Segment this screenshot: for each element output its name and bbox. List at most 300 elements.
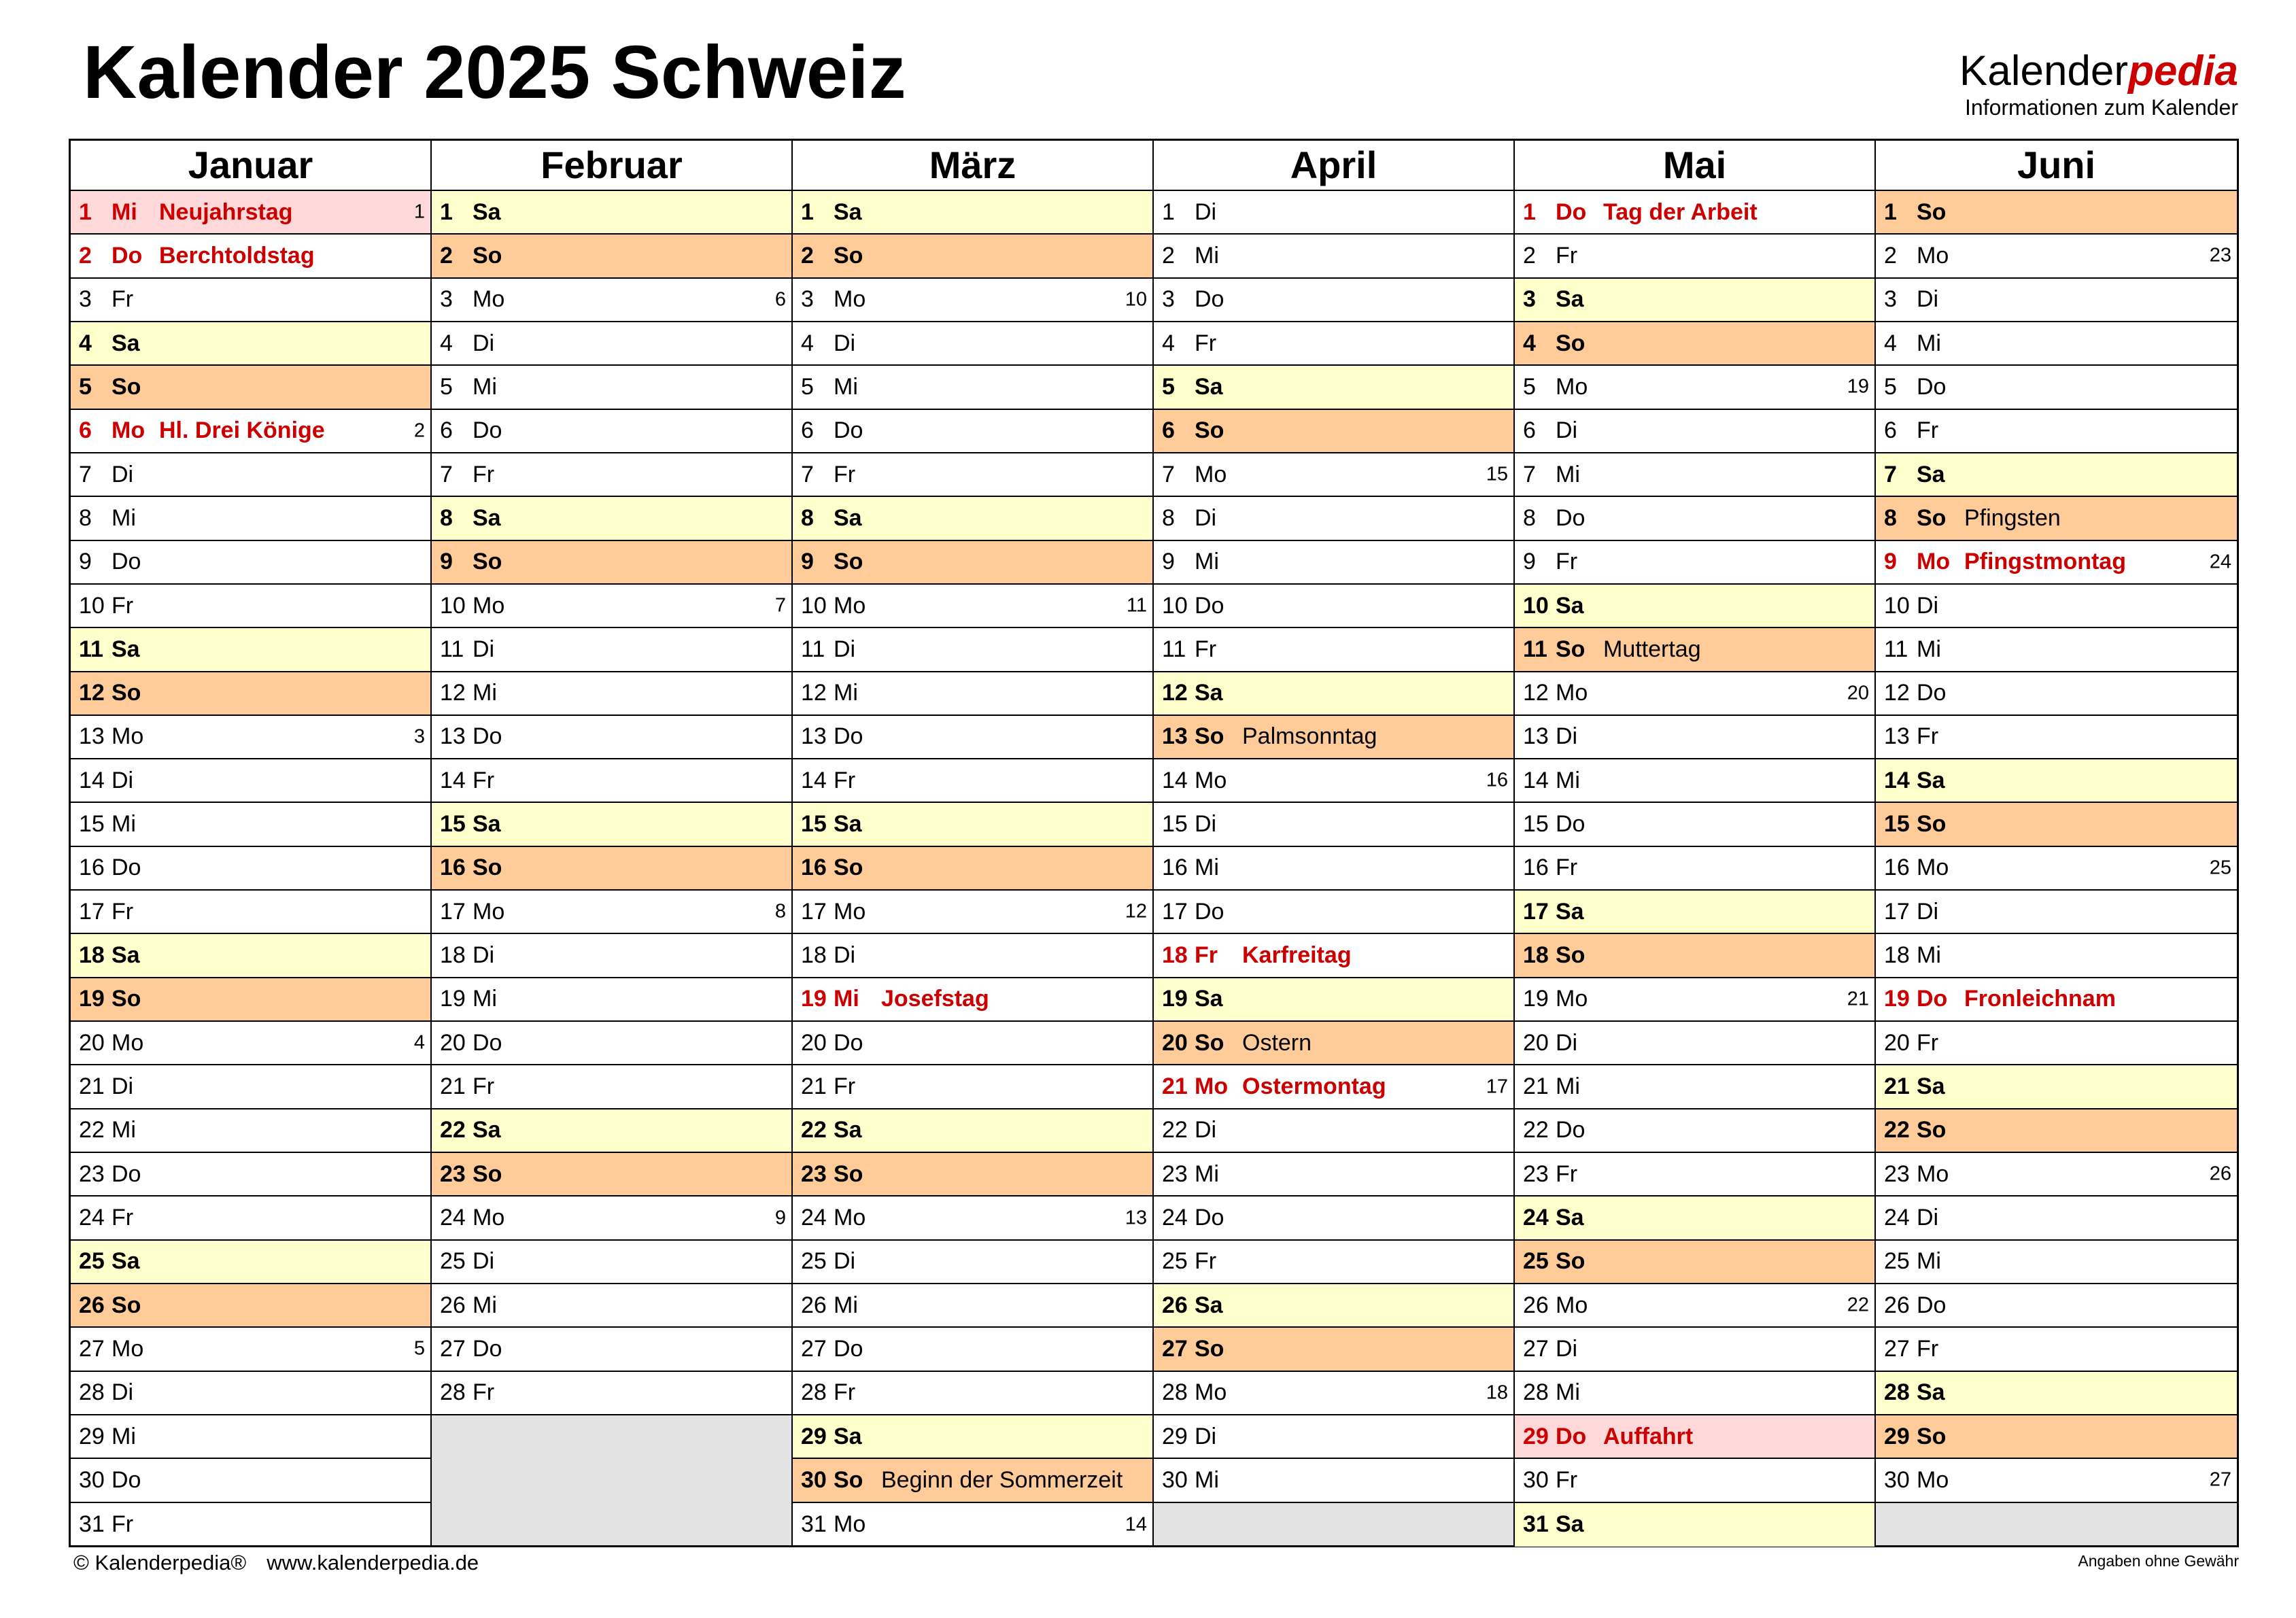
weekday-label: Mi <box>1195 1466 1219 1493</box>
day-row[interactable] <box>71 279 430 322</box>
day-row[interactable] <box>1154 1197 1513 1240</box>
day-row[interactable] <box>432 978 791 1022</box>
day-row[interactable] <box>432 759 791 803</box>
day-row[interactable] <box>71 1153 430 1197</box>
day-row[interactable] <box>432 672 791 716</box>
weekday-label: Di <box>1917 1205 1939 1231</box>
day-number: 28 <box>1162 1379 1188 1406</box>
day-row[interactable] <box>793 1022 1152 1065</box>
day-row[interactable] <box>1876 497 2237 540</box>
day-row[interactable] <box>1515 1065 1874 1109</box>
day-row[interactable] <box>1154 279 1513 322</box>
day-row[interactable] <box>432 279 791 322</box>
day-row[interactable] <box>1515 366 1874 409</box>
week-number: 5 <box>413 1337 425 1360</box>
day-row[interactable] <box>1515 541 1874 585</box>
day-number: 17 <box>1523 898 1549 925</box>
holiday-label: Karfreitag <box>1242 942 1352 969</box>
weekday-label: Mi <box>1917 330 1941 356</box>
day-row[interactable] <box>1154 1372 1513 1415</box>
day-number: 18 <box>1884 942 1910 969</box>
day-row[interactable] <box>71 1197 430 1240</box>
weekday-label: Fr <box>834 1073 856 1100</box>
day-number: 5 <box>1884 373 1897 400</box>
day-row[interactable] <box>71 1241 430 1284</box>
day-row[interactable] <box>71 541 430 585</box>
day-row[interactable] <box>793 847 1152 891</box>
day-number: 12 <box>801 680 827 706</box>
day-number: 11 <box>1884 636 1908 662</box>
day-row[interactable] <box>1876 1241 2237 1284</box>
weekday-label: So <box>473 1160 502 1187</box>
day-number: 12 <box>1884 680 1910 706</box>
day-row[interactable] <box>1154 716 1513 759</box>
day-row[interactable] <box>432 934 791 978</box>
day-row[interactable] <box>1876 978 2237 1022</box>
day-row[interactable] <box>71 628 430 672</box>
weekday-label: Mi <box>473 373 497 400</box>
day-row[interactable] <box>793 1197 1152 1240</box>
day-row[interactable] <box>432 541 791 585</box>
day-number: 21 <box>1884 1073 1910 1100</box>
day-row[interactable] <box>793 672 1152 716</box>
day-row[interactable] <box>432 1022 791 1065</box>
day-row[interactable] <box>432 803 791 846</box>
day-row[interactable] <box>1876 628 2237 672</box>
day-row[interactable] <box>432 191 791 235</box>
day-row[interactable] <box>432 1372 791 1415</box>
holiday-label: Hl. Drei Könige <box>159 417 325 444</box>
week-number: 11 <box>1126 594 1147 617</box>
day-number: 11 <box>801 636 825 662</box>
day-number: 13 <box>801 723 827 750</box>
week-number: 4 <box>413 1031 425 1054</box>
day-row[interactable] <box>432 891 791 934</box>
day-number: 22 <box>79 1117 105 1143</box>
day-row[interactable] <box>793 541 1152 585</box>
day-row[interactable] <box>71 891 430 934</box>
day-row[interactable] <box>1515 410 1874 453</box>
day-number: 15 <box>79 811 105 838</box>
day-row[interactable] <box>432 235 791 278</box>
day-row[interactable] <box>793 1372 1152 1415</box>
day-row[interactable] <box>1876 803 2237 846</box>
day-row[interactable] <box>71 1459 430 1502</box>
day-number: 31 <box>1523 1511 1549 1538</box>
day-row[interactable] <box>1154 1328 1513 1371</box>
day-row[interactable] <box>71 1328 430 1371</box>
day-number: 6 <box>79 417 92 444</box>
day-number: 12 <box>79 680 105 706</box>
day-row[interactable] <box>1154 366 1513 409</box>
day-number: 10 <box>801 592 827 619</box>
day-number: 22 <box>1523 1117 1549 1143</box>
weekday-label: Mo <box>1556 1292 1588 1318</box>
day-row[interactable] <box>793 716 1152 759</box>
day-row[interactable] <box>1876 1197 2237 1240</box>
day-row[interactable] <box>1515 803 1874 846</box>
day-row[interactable] <box>1876 1109 2237 1153</box>
day-number: 3 <box>801 286 814 313</box>
day-row[interactable] <box>1515 235 1874 278</box>
weekday-label: Sa <box>112 1248 140 1275</box>
day-row[interactable] <box>1154 235 1513 278</box>
weekday-label: Do <box>473 1335 502 1362</box>
day-row[interactable] <box>432 585 791 628</box>
day-row[interactable] <box>1154 1022 1513 1065</box>
day-row[interactable] <box>432 1241 791 1284</box>
day-row[interactable] <box>1154 322 1513 366</box>
day-row[interactable] <box>1154 191 1513 235</box>
day-number: 13 <box>1162 723 1188 750</box>
day-row[interactable] <box>1515 1415 1874 1459</box>
day-number: 16 <box>1884 855 1910 881</box>
weekday-label: Sa <box>112 636 140 662</box>
weekday-label: Mo <box>1195 1073 1229 1100</box>
day-row[interactable] <box>1515 716 1874 759</box>
day-row[interactable] <box>1515 1197 1874 1240</box>
day-row[interactable] <box>1876 934 2237 978</box>
day-number: 1 <box>440 199 453 225</box>
day-number: 6 <box>440 417 453 444</box>
day-row[interactable] <box>793 322 1152 366</box>
day-row[interactable] <box>1154 803 1513 846</box>
day-number: 19 <box>79 986 105 1012</box>
day-row[interactable] <box>793 1241 1152 1284</box>
footer-url-link[interactable]: www.kalenderpedia.de <box>267 1551 479 1574</box>
day-row[interactable] <box>1154 628 1513 672</box>
month-day-list <box>1154 191 1513 1545</box>
day-row[interactable] <box>1876 191 2237 235</box>
weekday-label: Mi <box>1556 767 1580 793</box>
day-row[interactable] <box>71 1372 430 1415</box>
day-row[interactable] <box>1515 1328 1874 1371</box>
day-row[interactable] <box>793 497 1152 540</box>
day-row[interactable] <box>1515 759 1874 803</box>
day-row[interactable] <box>1154 1284 1513 1328</box>
day-row[interactable] <box>432 497 791 540</box>
day-number: 3 <box>79 286 92 313</box>
day-row[interactable] <box>432 628 791 672</box>
day-row[interactable] <box>71 759 430 803</box>
week-number: 14 <box>1125 1513 1147 1536</box>
weekday-label: Do <box>1195 592 1224 619</box>
weekday-label: Di <box>1195 1117 1217 1143</box>
holiday-label: Tag der Arbeit <box>1603 199 1758 225</box>
day-row[interactable] <box>793 891 1152 934</box>
day-row[interactable] <box>432 366 791 409</box>
day-number: 19 <box>1523 986 1549 1012</box>
weekday-label: Mi <box>112 811 136 838</box>
day-row[interactable] <box>71 1022 430 1065</box>
holiday-label: Berchtoldstag <box>159 242 315 269</box>
day-row[interactable] <box>1515 847 1874 891</box>
day-row[interactable] <box>71 322 430 366</box>
weekday-label: Do <box>112 549 141 575</box>
day-row[interactable] <box>793 1065 1152 1109</box>
day-row[interactable] <box>1515 1459 1874 1502</box>
day-row[interactable] <box>1876 235 2237 278</box>
weekday-label: Do <box>473 417 502 444</box>
weekday-label: Sa <box>834 811 862 838</box>
weekday-label: Mo <box>1917 855 1949 881</box>
day-row[interactable] <box>793 585 1152 628</box>
day-row[interactable] <box>432 847 791 891</box>
day-row[interactable] <box>432 453 791 497</box>
day-row[interactable] <box>793 279 1152 322</box>
day-row[interactable] <box>1876 1459 2237 1502</box>
day-row[interactable] <box>793 410 1152 453</box>
weekday-label: Mo <box>834 286 866 313</box>
day-number: 1 <box>1162 199 1175 225</box>
weekday-label: So <box>834 1466 863 1493</box>
month-column <box>1876 141 2237 1545</box>
day-row[interactable] <box>793 1459 1152 1502</box>
day-row[interactable] <box>1154 934 1513 978</box>
day-number: 21 <box>440 1073 466 1100</box>
day-row[interactable] <box>1515 1241 1874 1284</box>
day-row[interactable] <box>1154 1459 1513 1502</box>
day-row[interactable] <box>1515 672 1874 716</box>
month-column <box>1515 141 1876 1545</box>
day-row[interactable] <box>1154 1065 1513 1109</box>
day-number: 25 <box>1162 1248 1188 1275</box>
logo-main-text: Kalender <box>1959 48 2129 94</box>
day-row[interactable] <box>1154 1241 1513 1284</box>
day-row[interactable] <box>432 1197 791 1240</box>
day-row[interactable] <box>432 1065 791 1109</box>
day-row[interactable] <box>1515 1284 1874 1328</box>
weekday-label: So <box>1195 723 1224 750</box>
weekday-label: So <box>112 1292 141 1318</box>
day-row[interactable] <box>432 322 791 366</box>
day-row[interactable] <box>1515 628 1874 672</box>
holiday-label: Ostermontag <box>1242 1073 1386 1100</box>
day-row[interactable] <box>1515 891 1874 934</box>
weekday-label: Fr <box>834 767 856 793</box>
weekday-label: Di <box>1195 199 1217 225</box>
day-row[interactable] <box>71 1109 430 1153</box>
day-number: 1 <box>79 199 92 225</box>
brand-logo[interactable] <box>1959 50 2238 118</box>
weekday-label: Sa <box>1556 898 1584 925</box>
day-row[interactable] <box>1876 1153 2237 1197</box>
day-row[interactable] <box>793 1503 1152 1547</box>
day-row[interactable] <box>793 1284 1152 1328</box>
weekday-label: Fr <box>1917 1335 1939 1362</box>
day-row[interactable] <box>1876 279 2237 322</box>
day-number: 15 <box>801 811 827 838</box>
day-row[interactable] <box>1515 1153 1874 1197</box>
day-number: 24 <box>1523 1205 1549 1231</box>
empty-cell <box>1154 1503 1513 1545</box>
day-row[interactable] <box>793 1153 1152 1197</box>
day-number: 27 <box>1162 1335 1188 1362</box>
day-number: 7 <box>801 461 814 487</box>
day-row[interactable] <box>1154 1153 1513 1197</box>
day-row[interactable] <box>1515 1372 1874 1415</box>
weekday-label: Mi <box>1556 461 1580 487</box>
day-number: 24 <box>79 1205 105 1231</box>
day-row[interactable] <box>793 191 1152 235</box>
day-row[interactable] <box>1515 1022 1874 1065</box>
day-row[interactable] <box>1154 585 1513 628</box>
logo-accent-text: pedia <box>2128 48 2238 94</box>
week-number: 25 <box>2209 857 2231 879</box>
day-row[interactable] <box>1876 453 2237 497</box>
day-row[interactable] <box>1515 1503 1874 1547</box>
day-row[interactable] <box>1515 1109 1874 1153</box>
day-row[interactable] <box>71 672 430 716</box>
day-row[interactable] <box>793 235 1152 278</box>
day-row[interactable] <box>1154 891 1513 934</box>
day-row[interactable] <box>432 410 791 453</box>
weekday-label: Di <box>1195 1423 1217 1449</box>
day-row[interactable] <box>1515 279 1874 322</box>
day-number: 18 <box>1162 942 1188 969</box>
day-number: 25 <box>79 1248 105 1275</box>
day-row[interactable] <box>1154 978 1513 1022</box>
weekday-label: So <box>473 549 502 575</box>
weekday-label: Mi <box>1195 242 1219 269</box>
day-number: 23 <box>801 1160 827 1187</box>
day-row[interactable] <box>1876 1372 2237 1415</box>
day-row[interactable] <box>1154 1109 1513 1153</box>
month-column <box>71 141 432 1545</box>
day-number: 30 <box>1523 1466 1549 1493</box>
day-row[interactable] <box>432 1153 791 1197</box>
weekday-label: Mo <box>112 723 144 750</box>
day-row[interactable] <box>71 1503 430 1547</box>
day-row[interactable] <box>793 978 1152 1022</box>
month-day-list <box>71 191 430 1545</box>
day-number: 25 <box>440 1248 466 1275</box>
day-row[interactable] <box>71 847 430 891</box>
weekday-label: So <box>1556 330 1586 356</box>
day-row[interactable] <box>793 934 1152 978</box>
day-row[interactable] <box>1876 410 2237 453</box>
day-row[interactable] <box>793 453 1152 497</box>
day-row[interactable] <box>71 716 430 759</box>
day-row[interactable] <box>71 1415 430 1459</box>
day-row[interactable] <box>793 803 1152 846</box>
day-number: 5 <box>79 373 92 400</box>
day-number: 30 <box>801 1466 827 1493</box>
day-row[interactable] <box>71 191 430 235</box>
day-row[interactable] <box>793 759 1152 803</box>
day-row[interactable] <box>1515 497 1874 540</box>
weekday-label: Mi <box>112 504 136 531</box>
day-row[interactable] <box>1876 541 2237 585</box>
day-row[interactable] <box>71 978 430 1022</box>
day-row[interactable] <box>1876 716 2237 759</box>
day-number: 20 <box>79 1029 105 1056</box>
day-row[interactable] <box>1154 847 1513 891</box>
day-row[interactable] <box>1876 1415 2237 1459</box>
day-row[interactable] <box>432 716 791 759</box>
day-row[interactable] <box>1876 1022 2237 1065</box>
day-number: 1 <box>1523 199 1536 225</box>
day-row[interactable] <box>1154 410 1513 453</box>
day-number: 22 <box>801 1117 827 1143</box>
day-row[interactable] <box>71 1284 430 1328</box>
week-number: 2 <box>413 419 425 442</box>
day-row[interactable] <box>1876 366 2237 409</box>
day-number: 10 <box>79 592 105 619</box>
day-row[interactable] <box>1154 1415 1513 1459</box>
day-row[interactable] <box>1876 1284 2237 1328</box>
day-row[interactable] <box>1515 453 1874 497</box>
day-number: 23 <box>1162 1160 1188 1187</box>
day-row[interactable] <box>1154 672 1513 716</box>
weekday-label: Do <box>1195 1205 1224 1231</box>
day-row[interactable] <box>793 1328 1152 1371</box>
day-row[interactable] <box>71 497 430 540</box>
day-number: 21 <box>1162 1073 1188 1100</box>
weekday-label: So <box>834 1160 863 1187</box>
day-row[interactable] <box>793 366 1152 409</box>
day-row[interactable] <box>432 1328 791 1371</box>
day-row[interactable] <box>1876 891 2237 934</box>
month-day-list <box>1515 191 1874 1545</box>
day-row[interactable] <box>793 1415 1152 1459</box>
day-row[interactable] <box>71 585 430 628</box>
day-row[interactable] <box>1515 934 1874 978</box>
day-row[interactable] <box>1876 759 2237 803</box>
day-number: 1 <box>1884 199 1897 225</box>
day-row[interactable] <box>71 803 430 846</box>
day-row[interactable] <box>71 235 430 278</box>
weekday-label: Fr <box>112 592 134 619</box>
day-row[interactable] <box>71 410 430 453</box>
day-row[interactable] <box>1154 497 1513 540</box>
day-row[interactable] <box>793 1109 1152 1153</box>
weekday-label: Di <box>112 461 134 487</box>
day-row[interactable] <box>1515 191 1874 235</box>
empty-cell <box>432 1415 791 1545</box>
weekday-label: Do <box>834 1335 863 1362</box>
day-row[interactable] <box>71 1065 430 1109</box>
day-row[interactable] <box>1515 322 1874 366</box>
weekday-label: Sa <box>834 504 862 531</box>
day-number: 8 <box>1162 504 1175 531</box>
day-row[interactable] <box>1876 1328 2237 1371</box>
day-row[interactable] <box>1876 322 2237 366</box>
day-row[interactable] <box>1154 453 1513 497</box>
day-row[interactable] <box>71 366 430 409</box>
day-row[interactable] <box>1515 978 1874 1022</box>
weekday-label: Mo <box>473 286 505 313</box>
day-row[interactable] <box>1876 1065 2237 1109</box>
day-row[interactable] <box>1154 541 1513 585</box>
day-number: 6 <box>1162 417 1175 444</box>
day-row[interactable] <box>1515 585 1874 628</box>
day-row[interactable] <box>1154 759 1513 803</box>
day-row[interactable] <box>71 934 430 978</box>
day-number: 21 <box>801 1073 827 1100</box>
day-number: 26 <box>440 1292 466 1318</box>
day-row[interactable] <box>432 1284 791 1328</box>
day-row[interactable] <box>432 1109 791 1153</box>
weekday-label: Mo <box>834 1205 866 1231</box>
day-row[interactable] <box>793 628 1152 672</box>
day-row[interactable] <box>71 453 430 497</box>
day-number: 16 <box>1162 855 1188 881</box>
day-row[interactable] <box>1876 847 2237 891</box>
weekday-label: Do <box>1556 811 1586 838</box>
day-row[interactable] <box>1876 672 2237 716</box>
day-row[interactable] <box>1876 585 2237 628</box>
